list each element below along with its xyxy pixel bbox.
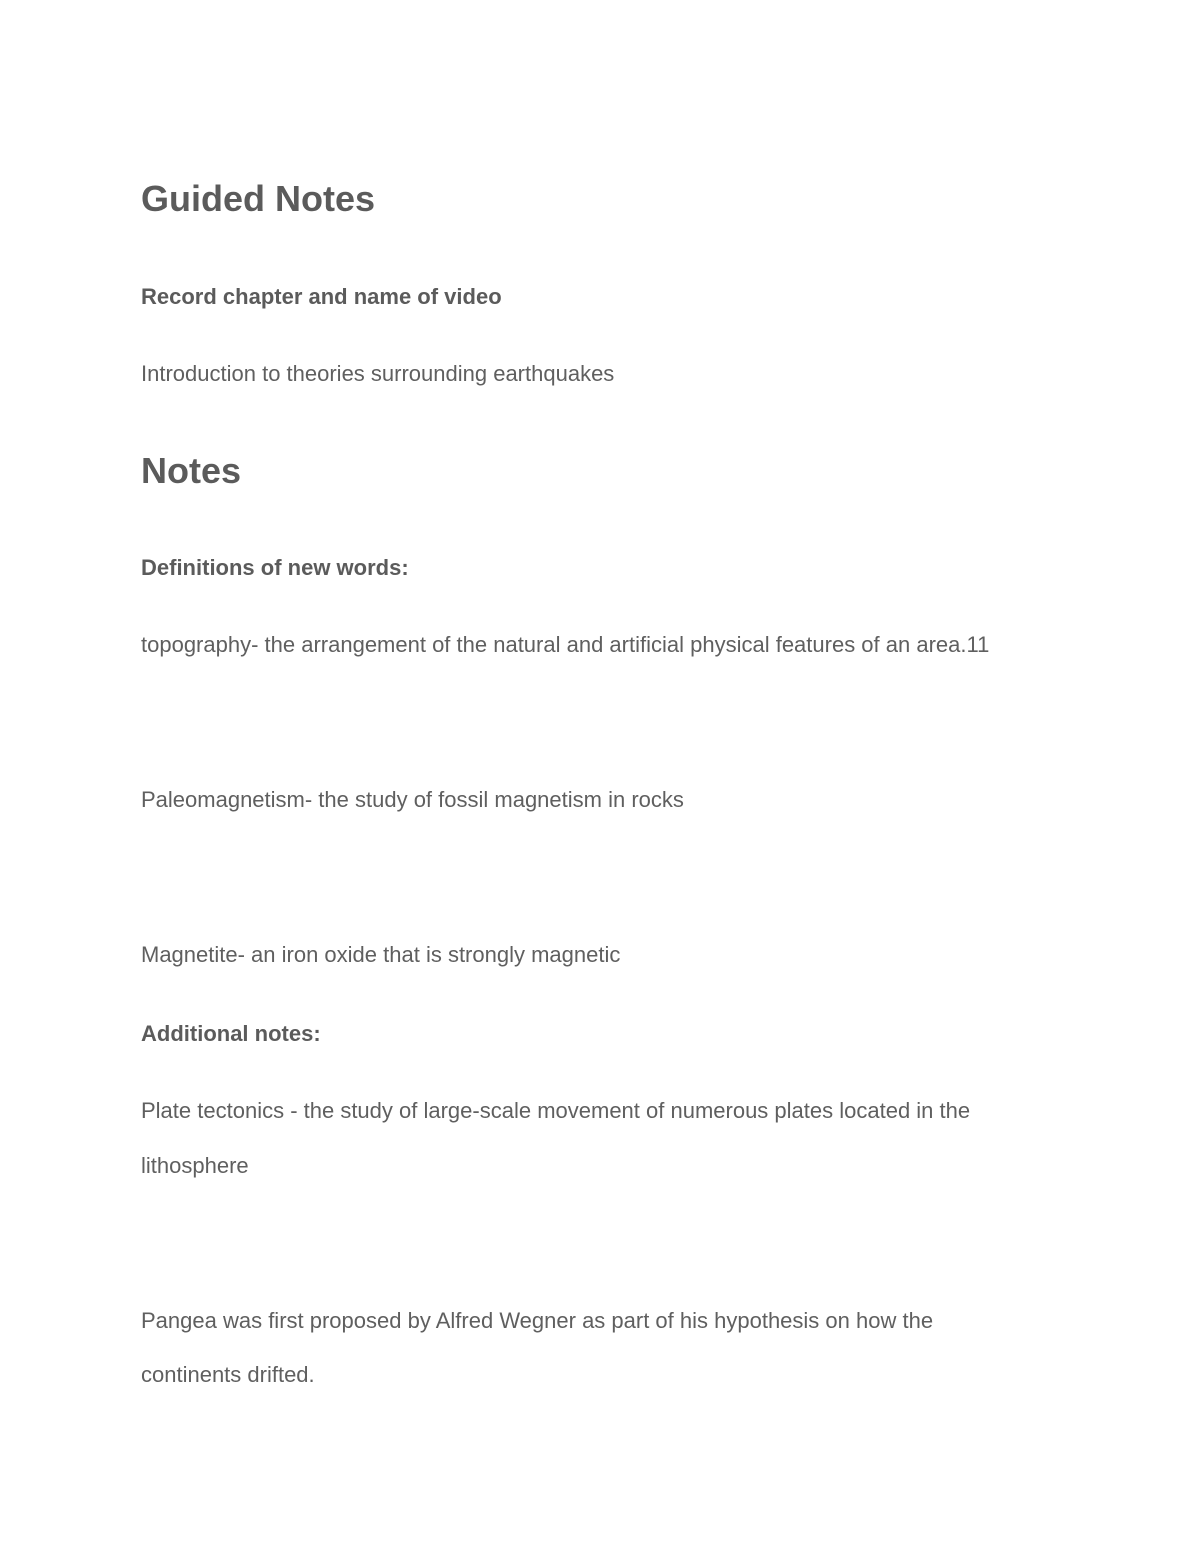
document-title: Guided Notes <box>141 178 376 219</box>
note-line: continents drifted. <box>141 1362 315 1387</box>
note-line: Pangea was first proposed by Alfred Wegner as part of his hypothesis on how the <box>141 1308 934 1333</box>
definitions-label: Definitions of new words: <box>141 555 409 580</box>
definition-item: Magnetite- an iron oxide that is strongly magnetic <box>141 942 621 967</box>
definition-item: topography- the arrangement of the natural and artificial physical features of an area.11 <box>141 632 990 657</box>
additional-notes-label: Additional notes: <box>141 1021 321 1046</box>
video-name-text: Introduction to theories surrounding earthquakes <box>141 361 615 386</box>
note-line: Plate tectonics - the study of large-scale movement of numerous plates located in the <box>141 1098 971 1123</box>
definition-item: Paleomagnetism- the study of fossil magnetism in rocks <box>141 787 684 812</box>
record-chapter-label: Record chapter and name of video <box>141 284 502 309</box>
notes-heading: Notes <box>141 450 242 491</box>
note-line: lithosphere <box>141 1153 249 1178</box>
